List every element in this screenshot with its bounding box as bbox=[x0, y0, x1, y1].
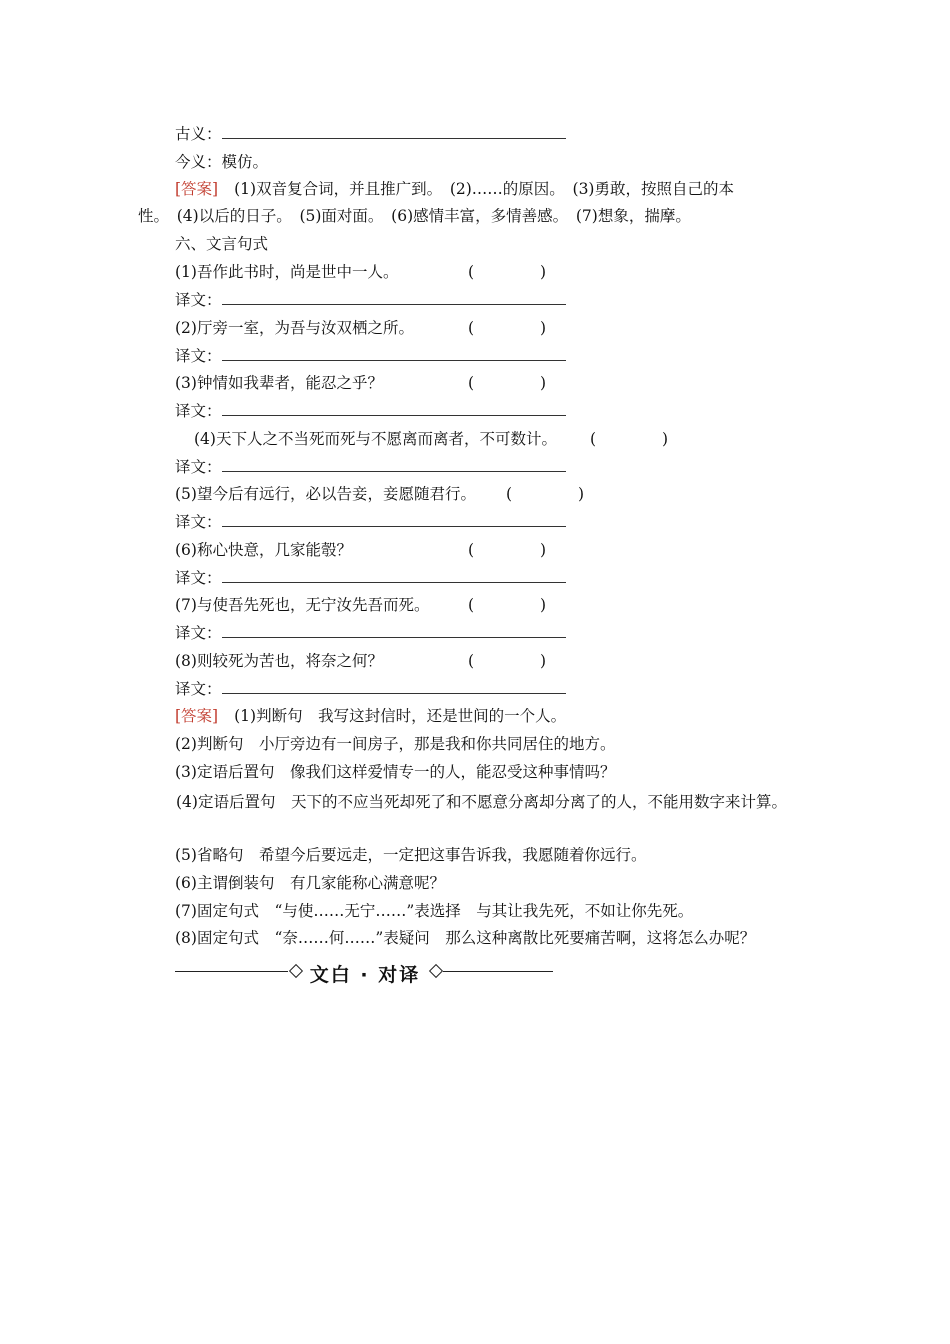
translation-blank-2[interactable] bbox=[222, 346, 566, 361]
question-5: (5)望今后有远行，必以告妾，妾愿随君行。 bbox=[175, 485, 476, 503]
answer6-line-5: (5)省略句 希望今后要远走，一定把这事告诉我，我愿随着你远行。 bbox=[175, 846, 647, 864]
translation-blank-7[interactable] bbox=[222, 623, 566, 638]
paren-close: ) bbox=[540, 374, 547, 392]
answer5-line1 bbox=[175, 179, 734, 199]
answer6-line-6: (6)主谓倒装句 有几家能称心满意呢？ bbox=[175, 874, 445, 892]
translation-line-6 bbox=[175, 568, 566, 588]
translation-label: 译文： bbox=[175, 513, 222, 531]
translation-line-3 bbox=[175, 401, 566, 421]
paren-close: ) bbox=[578, 485, 585, 503]
translation-label: 译文： bbox=[175, 291, 222, 309]
translation-line-2 bbox=[175, 346, 566, 366]
answer5-text1: (1)双音复合词，并且推广到。 (2)……的原因。 (3)勇敢，按照自己的本 bbox=[234, 180, 734, 198]
answer6-line-7: (7)固定句式 “与使……无宁……”表选择 与其让我先死，不如让你先死。 bbox=[175, 902, 694, 920]
question-7: (7)与使吾先死也，无宁汝先吾而死。 bbox=[175, 596, 430, 614]
answer6-line-2: (2)判断句 小厅旁边有一间房子，那是我和你共同居住的地方。 bbox=[175, 735, 616, 753]
answer6-line-8: (8)固定句式 “奈……何……”表疑问 那么这种离散比死要痛苦啊，这将怎么办呢？ bbox=[175, 929, 756, 947]
question-3: (3)钟情如我辈者，能忍之乎？ bbox=[175, 374, 383, 392]
translation-label: 译文： bbox=[175, 569, 222, 587]
paren-open: ( bbox=[506, 485, 513, 503]
translation-label: 译文： bbox=[175, 680, 222, 698]
translation-blank-1[interactable] bbox=[222, 290, 566, 305]
paren-open: ( bbox=[468, 374, 475, 392]
translation-line-7 bbox=[175, 623, 566, 643]
paren-close: ) bbox=[540, 263, 547, 281]
paren-open: ( bbox=[468, 541, 475, 559]
answer-tag: [答案] bbox=[175, 707, 219, 725]
diamond-icon-left bbox=[289, 964, 303, 978]
question-2: (2)厅旁一室，为吾与汝双栖之所。 bbox=[175, 319, 414, 337]
paren-open: ( bbox=[590, 430, 597, 448]
translation-line-4 bbox=[175, 457, 566, 477]
paren-close: ) bbox=[540, 596, 547, 614]
translation-label: 译文： bbox=[175, 402, 222, 420]
gu-yi-line bbox=[175, 124, 566, 144]
translation-blank-6[interactable] bbox=[222, 568, 566, 583]
translation-line-1 bbox=[175, 290, 566, 310]
translation-label: 译文： bbox=[175, 624, 222, 642]
translation-line-5 bbox=[175, 512, 566, 532]
heading-rule-left bbox=[175, 971, 288, 972]
paren-open: ( bbox=[468, 652, 475, 670]
translation-line-8 bbox=[175, 679, 566, 699]
translation-label: 译文： bbox=[175, 458, 222, 476]
translation-blank-5[interactable] bbox=[222, 512, 566, 527]
paren-close: ) bbox=[540, 319, 547, 337]
answer5-line2: 性。 (4)以后的日子。 (5)面对面。 (6)感情丰富，多情善感。 (7)想象，揣摩。 bbox=[138, 207, 691, 225]
question-8: (8)则较死为苦也，将奈之何？ bbox=[175, 652, 383, 670]
answer-tag: [答案] bbox=[175, 180, 219, 198]
answer6-line-1 bbox=[175, 706, 566, 726]
answer6-line-4: (4)定语后置句 天下的不应当死却死了和不愿意分离却分离了的人，不能用数字来计算。 bbox=[176, 793, 787, 811]
paren-close: ) bbox=[662, 430, 669, 448]
translation-label: 译文： bbox=[175, 347, 222, 365]
answer-blank[interactable] bbox=[222, 124, 566, 139]
paren-open: ( bbox=[468, 263, 475, 281]
section-heading: 文白 · 对译 bbox=[309, 964, 421, 986]
question-4: (4)天下人之不当死而死与不愿离而离者，不可数计。 bbox=[194, 430, 557, 448]
diamond-icon-right bbox=[429, 964, 443, 978]
gu-yi-label: 古义： bbox=[175, 125, 222, 143]
paren-close: ) bbox=[540, 541, 547, 559]
answer6-text-1: (1)判断句 我写这封信时，还是世间的一个人。 bbox=[234, 707, 567, 725]
paren-open: ( bbox=[468, 596, 475, 614]
paren-open: ( bbox=[468, 319, 475, 337]
jin-yi-line: 今义：模仿。 bbox=[175, 153, 269, 171]
translation-blank-8[interactable] bbox=[222, 679, 566, 694]
question-6: (6)称心快意，几家能彀？ bbox=[175, 541, 352, 559]
paren-close: ) bbox=[540, 652, 547, 670]
question-1: (1)吾作此书时，尚是世中一人。 bbox=[175, 263, 399, 281]
section-heading-bar bbox=[175, 958, 555, 986]
answer6-line-3: (3)定语后置句 像我们这样爱情专一的人，能忍受这种事情吗？ bbox=[175, 763, 616, 781]
section6-title: 六、文言句式 bbox=[175, 235, 269, 253]
heading-rule-right bbox=[443, 971, 553, 972]
translation-blank-3[interactable] bbox=[222, 401, 566, 416]
translation-blank-4[interactable] bbox=[222, 457, 566, 472]
